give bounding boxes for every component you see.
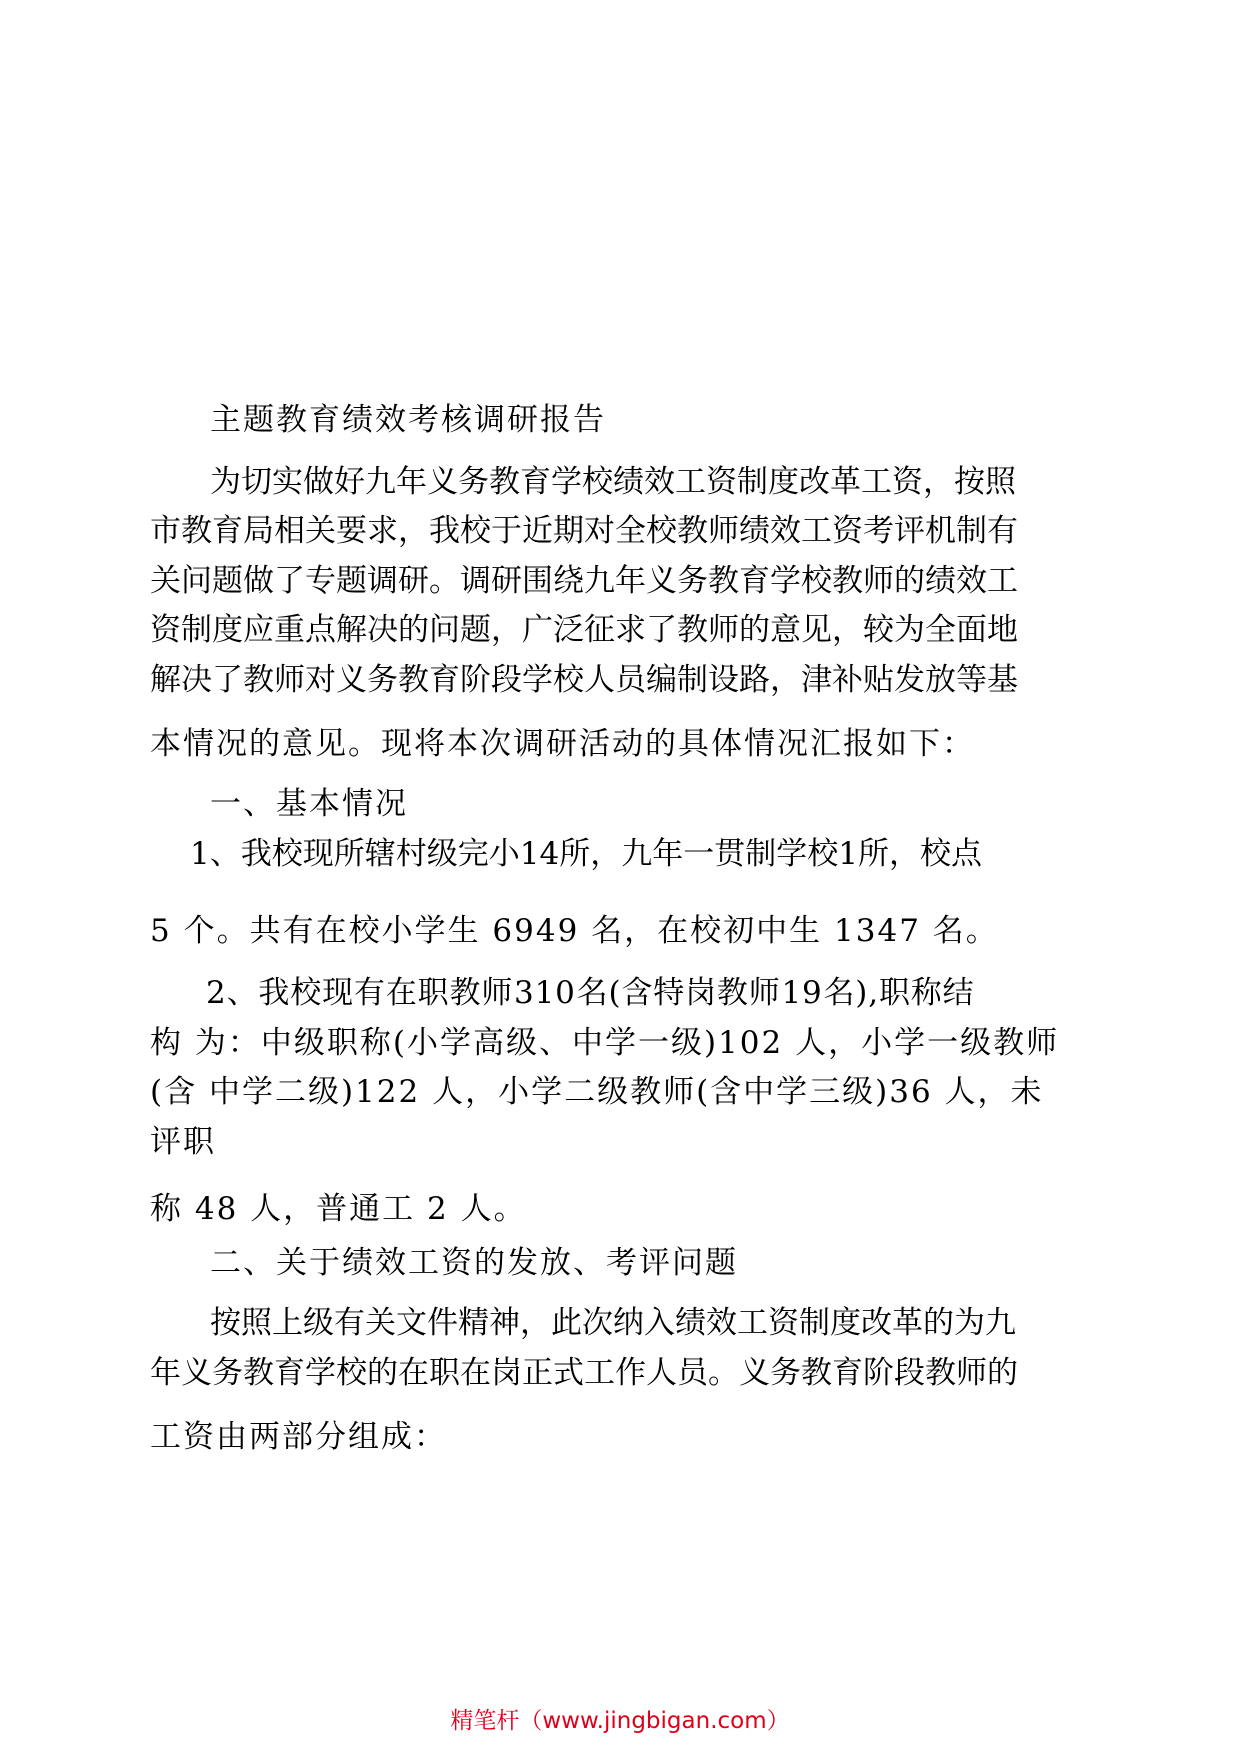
section-1-heading: 一、基本情况 [210,786,408,822]
item-1-line-2: 5 个。共有在校小学生 6949 名，在校初中生 1347 名。 [150,913,999,949]
item-1-line-1: 1 、 我 校 现 所 辖 村 级 完 小 1 4 所 ， 九 年 一 贯 制 学 校 1 所 ， 校 点 [190,836,982,872]
item-2-line-3: (含 中学二级)122 人，小学二级教师(含中学三级)36 人，未 [150,1074,1044,1110]
item-2-line-2: 构 为：中级职称(小学高级、中学一级)102 人，小学一级教师 [150,1025,1060,1061]
document-title: 主题教育绩效考核调研报告 [210,402,606,438]
item-2-line-1: 2 、 我 校 现 有 在 职 教 师 3 1 0 名 ( 含 特 岗 教 师 1 9 名 ) , 职 称 结 [206,975,974,1011]
intro-line-2: 市 教 育 局 相 关 要 求 ， 我 校 于 近 期 对 全 校 教 师 绩 效 工 资 考 评 机 制 有 [150,513,1018,549]
section-2-line-3: 工资由两部分组成： [150,1419,447,1455]
intro-line-5: 解 决 了 教 师 对 义 务 教 育 阶 段 学 校 人 员 编 制 设 路 ， 津 补 贴 发 放 等 基 [150,662,1018,698]
intro-line-6: 本情况的意见。现将本次调研活动的具体情况汇报如下： [150,726,975,762]
item-2-line-5: 称 48 人，普通工 2 人。 [150,1191,527,1227]
intro-line-4: 资 制 度 应 重 点 解 决 的 问 题 ， 广 泛 征 求 了 教 师 的 意 见 ， 较 为 全 面 地 [150,612,1018,648]
section-2-line-1: 按 照 上 级 有 关 文 件 精 神 ， 此 次 纳 入 绩 效 工 资 制 度 改 革 的 为 九 [210,1305,1016,1341]
section-2-heading: 二、关于绩效工资的发放、考评问题 [210,1245,738,1281]
intro-line-3: 关 问 题 做 了 专 题 调 研 。 调 研 围 绕 九 年 义 务 教 育 学 校 教 师 的 绩 效 工 [150,563,1018,599]
intro-line-1: 为 切 实 做 好 九 年 义 务 教 育 学 校 绩 效 工 资 制 度 改 革 工 资 ， 按 照 [210,464,1016,500]
footer-site-link[interactable]: 精笔杆（www.jingbigan.com） [450,1708,790,1734]
item-2-line-4: 评职 [150,1124,216,1160]
section-2-line-2: 年 义 务 教 育 学 校 的 在 职 在 岗 正 式 工 作 人 员 。 义 务 教 育 阶 段 教 师 的 [150,1355,1018,1391]
